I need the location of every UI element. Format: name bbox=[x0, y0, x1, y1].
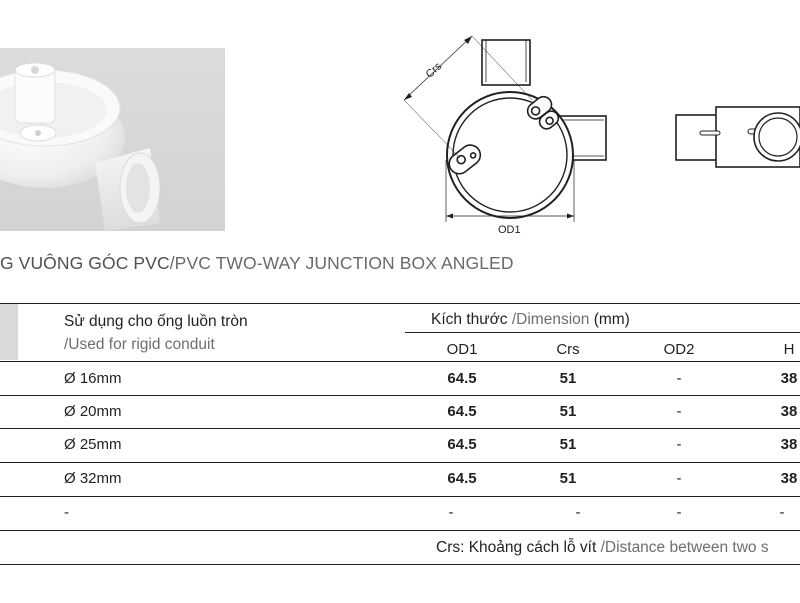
row-od1: - bbox=[448, 504, 454, 521]
dimension-header-rule bbox=[405, 332, 800, 333]
row-crs: 51 bbox=[559, 370, 577, 387]
column-header-crs: Crs bbox=[556, 341, 580, 358]
top-view-diagram bbox=[390, 30, 630, 240]
column-header-od1: OD1 bbox=[446, 341, 478, 358]
table-top-rule bbox=[0, 303, 800, 304]
row-rule bbox=[0, 395, 800, 396]
dimension-header: Kích thước /Dimension (mm) bbox=[431, 311, 630, 328]
footnote-bottom-rule bbox=[0, 564, 800, 565]
column-header-h: H bbox=[783, 341, 795, 358]
row-crs: 51 bbox=[559, 436, 577, 453]
row-h: 38 bbox=[780, 436, 798, 453]
product-title-en: /PVC TWO-WAY JUNCTION BOX ANGLED bbox=[169, 253, 514, 273]
usage-header-en: /Used for rigid conduit bbox=[64, 336, 215, 353]
product-photo bbox=[0, 48, 225, 231]
row-size: Ø 16mm bbox=[64, 370, 122, 387]
row-od2: - bbox=[676, 470, 682, 487]
row-rule bbox=[0, 428, 800, 429]
row-rule bbox=[0, 496, 800, 497]
row-od2: - bbox=[676, 504, 682, 521]
row-od1: 64.5 bbox=[447, 436, 477, 453]
side-view-diagram bbox=[660, 95, 800, 175]
row-od2: - bbox=[676, 436, 682, 453]
row-h: - bbox=[779, 504, 785, 521]
left-header-block bbox=[0, 304, 18, 360]
product-title-vn: G VUÔNG GÓC PVC bbox=[0, 253, 170, 273]
row-h: 38 bbox=[780, 403, 798, 420]
row-size: - bbox=[64, 504, 69, 521]
product-title bbox=[0, 253, 514, 274]
row-size: Ø 32mm bbox=[64, 470, 122, 487]
usage-header-vn: Sử dụng cho ống luồn tròn bbox=[64, 313, 248, 330]
row-od1: 64.5 bbox=[447, 403, 477, 420]
row-size: Ø 20mm bbox=[64, 403, 122, 420]
junction-box-image bbox=[0, 48, 225, 231]
row-crs: - bbox=[575, 504, 581, 521]
header-bottom-rule bbox=[0, 361, 800, 362]
od1-label: OD1 bbox=[498, 224, 521, 236]
table-bottom-rule bbox=[0, 530, 800, 531]
row-od1: 64.5 bbox=[447, 370, 477, 387]
row-crs: 51 bbox=[559, 470, 577, 487]
row-rule bbox=[0, 462, 800, 463]
row-crs: 51 bbox=[559, 403, 577, 420]
row-h: 38 bbox=[780, 370, 798, 387]
crs-label: Crs bbox=[423, 60, 445, 81]
row-od1: 64.5 bbox=[447, 470, 477, 487]
row-size: Ø 25mm bbox=[64, 436, 122, 453]
footnote: Crs: Khoảng cách lỗ vít /Distance between two s bbox=[436, 539, 769, 556]
row-od2: - bbox=[676, 403, 682, 420]
row-h: 38 bbox=[780, 470, 798, 487]
column-header-od2: OD2 bbox=[663, 341, 695, 358]
row-od2: - bbox=[676, 370, 682, 387]
